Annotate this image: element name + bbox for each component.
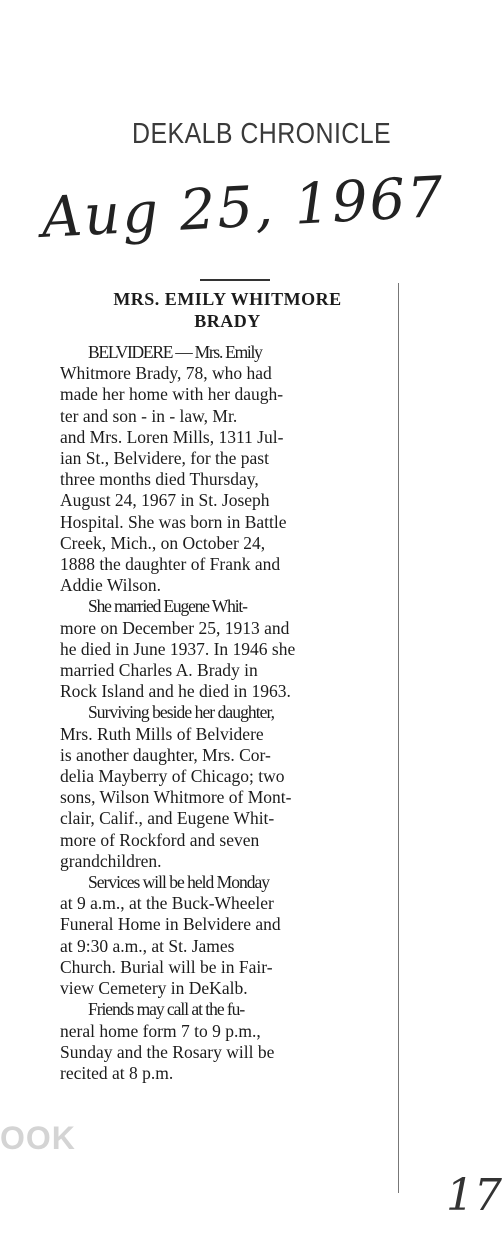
text-line: Church. Burial will be in Fair- xyxy=(60,956,273,977)
headline-line: BRADY xyxy=(194,311,261,331)
text-line: recited at 8 p.m. xyxy=(60,1062,174,1083)
obituary-paragraph xyxy=(60,999,395,1084)
text-line: Mrs. Ruth Mills of Belvidere xyxy=(60,723,264,744)
text-line: he died in June 1937. In 1946 she xyxy=(60,638,296,659)
text-line: She married Eugene Whit- xyxy=(88,596,247,617)
text-line: BELVIDERE — Mrs. Emily xyxy=(88,342,262,362)
column-rule xyxy=(398,283,399,1193)
text-line: Whitmore Brady, 78, who had xyxy=(60,363,272,384)
obituary-paragraph xyxy=(60,872,395,999)
obituary-paragraph xyxy=(60,702,395,872)
obituary-clipping xyxy=(60,288,395,1084)
text-line: more on December 25, 1913 and xyxy=(60,617,290,638)
headline-line: MRS. EMILY WHITMORE xyxy=(113,289,342,309)
text-line: Sunday and the Rosary will be xyxy=(60,1041,275,1062)
text-line: sons, Wilson Whitmore of Mont- xyxy=(60,787,292,808)
text-line: Hospital. She was born in Battle xyxy=(60,511,287,532)
obituary-paragraph xyxy=(60,596,395,702)
text-line: is another daughter, Mrs. Cor- xyxy=(60,744,271,765)
text-line: view Cemetery in DeKalb. xyxy=(60,978,248,999)
text-line: August 24, 1967 in St. Joseph xyxy=(60,490,270,511)
text-line: delia Mayberry of Chicago; two xyxy=(60,766,285,787)
handwritten-page-number: 17 xyxy=(446,1170,502,1221)
text-line: at 9 a.m., at the Buck-Wheeler xyxy=(60,893,274,914)
text-line: made her home with her daugh- xyxy=(60,384,284,405)
obituary-headline xyxy=(60,288,395,332)
text-line: more of Rockford and seven xyxy=(60,829,260,850)
text-line: neral home form 7 to 9 p.m., xyxy=(60,1020,261,1041)
text-line: clair, Calif., and Eugene Whit- xyxy=(60,808,275,829)
text-line: Surviving beside her daughter, xyxy=(88,702,275,723)
newspaper-masthead: DEKALB CHRONICLE xyxy=(132,118,392,150)
text-line: Rock Island and he died in 1963. xyxy=(60,681,291,702)
text-line: Services will be held Monday xyxy=(88,872,269,893)
text-line: married Charles A. Brady in xyxy=(60,660,258,681)
text-line: Friends may call at the fu- xyxy=(88,999,245,1020)
text-line: Funeral Home in Belvidere and xyxy=(60,914,281,935)
obituary-body xyxy=(60,342,395,1084)
obituary-paragraph xyxy=(60,342,395,596)
text-line: Creek, Mich., on October 24, xyxy=(60,532,266,553)
text-line: three months died Thursday, xyxy=(60,469,259,490)
text-line: ian St., Belvidere, for the past xyxy=(60,448,269,469)
text-line: grandchildren. xyxy=(60,850,162,871)
handwritten-date: Aug 25, 1967 xyxy=(40,164,447,251)
headline-rule xyxy=(200,279,270,281)
text-line: and Mrs. Loren Mills, 1311 Jul- xyxy=(60,426,284,447)
stamp-fragment: OOK xyxy=(0,1120,76,1156)
text-line: at 9:30 a.m., at St. James xyxy=(60,935,235,956)
text-line: Addie Wilson. xyxy=(60,575,162,596)
text-line: 1888 the daughter of Frank and xyxy=(60,554,281,575)
text-line: ter and son - in - law, Mr. xyxy=(60,405,238,426)
